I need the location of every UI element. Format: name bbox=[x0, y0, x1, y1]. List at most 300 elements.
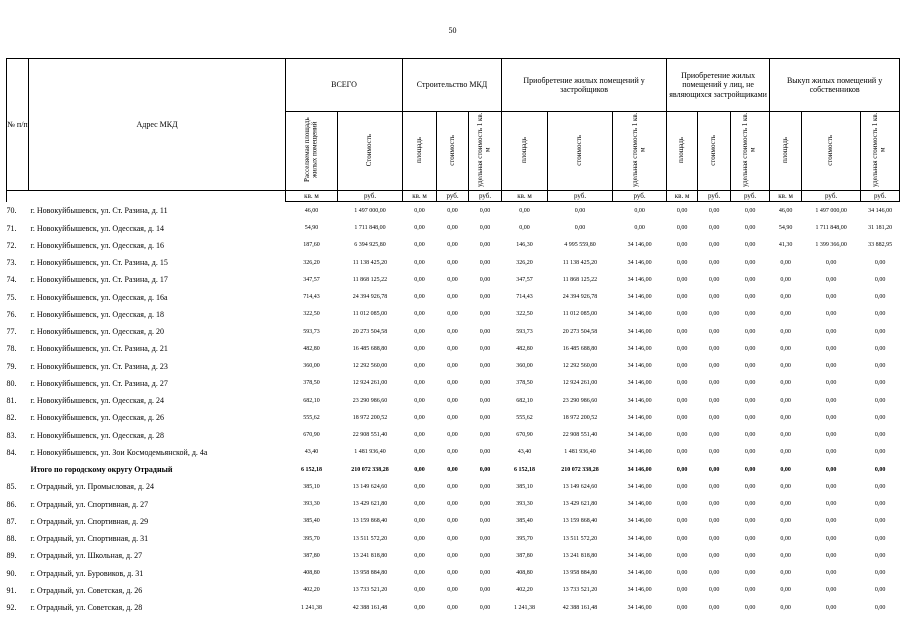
cell-non-developers-unit-cost: 0,00 bbox=[744, 225, 756, 232]
cell-developers-cost: 0,00 bbox=[574, 225, 586, 232]
cell-non-developers-area: 0,00 bbox=[676, 449, 688, 456]
table-row bbox=[7, 530, 900, 547]
cell-buyout-unit-cost: 0,00 bbox=[874, 552, 886, 559]
cell-developers-cost: 24 394 926,78 bbox=[562, 294, 598, 301]
cell-non-developers-cost: 0,00 bbox=[708, 570, 720, 577]
cell-total-area: 6 152,18 bbox=[301, 466, 322, 473]
cell-non-developers-cost: 0,00 bbox=[708, 449, 720, 456]
cell-construction-cost: 0,00 bbox=[447, 311, 458, 318]
cell-non-developers-area: 0,00 bbox=[676, 587, 688, 594]
row-address: г. Новокуйбышевск, ул. Зои Космодемьянской, д. 4а bbox=[30, 447, 208, 457]
cell-construction-cost: 0,00 bbox=[447, 432, 458, 439]
unit-construction-area: кв. м bbox=[403, 191, 437, 202]
cell-construction-cost: 0,00 bbox=[447, 604, 458, 611]
cell-construction-unit-cost: 0,00 bbox=[479, 587, 491, 594]
cell-construction-unit-cost: 0,00 bbox=[479, 414, 491, 421]
cell-non-developers-unit-cost: 0,00 bbox=[744, 535, 756, 542]
cell-non-developers-unit-cost: 0,00 bbox=[744, 259, 756, 266]
cell-developers-unit-cost: 34 146,00 bbox=[627, 242, 652, 249]
table-row bbox=[7, 202, 900, 220]
cell-total-area: 593,73 bbox=[303, 328, 320, 335]
row-number: 70. bbox=[6, 206, 17, 216]
row-number: 88. bbox=[6, 534, 17, 544]
cell-developers-unit-cost: 34 146,00 bbox=[627, 570, 652, 577]
cell-developers-cost: 16 485 688,80 bbox=[562, 345, 598, 352]
subheader-non-developers-area: площадь bbox=[677, 137, 686, 163]
row-number: 78. bbox=[6, 344, 17, 354]
cell-buyout-area: 0,00 bbox=[780, 604, 791, 611]
cell-construction-unit-cost: 0,00 bbox=[479, 483, 491, 490]
cell-non-developers-area: 0,00 bbox=[676, 466, 688, 473]
cell-construction-area: 0,00 bbox=[414, 242, 425, 249]
cell-buyout-unit-cost: 0,00 bbox=[874, 604, 886, 611]
cell-non-developers-cost: 0,00 bbox=[708, 363, 720, 370]
row-address: г. Новокуйбышевск, ул. Одесская, д. 14 bbox=[30, 223, 165, 233]
cell-construction-unit-cost: 0,00 bbox=[479, 242, 491, 249]
cell-buyout-cost: 0,00 bbox=[825, 328, 837, 335]
subheader-total-cost: Стоимость bbox=[365, 133, 374, 167]
subheader-construction-area: площадь bbox=[414, 137, 423, 163]
cell-buyout-cost: 0,00 bbox=[825, 345, 837, 352]
cell-buyout-area: 0,00 bbox=[780, 259, 791, 266]
table-row bbox=[7, 409, 900, 426]
header-construction: Строительство МКД bbox=[403, 59, 502, 112]
cell-buyout-cost: 0,00 bbox=[825, 311, 837, 318]
header-total: ВСЕГО bbox=[286, 59, 403, 112]
cell-buyout-area: 0,00 bbox=[780, 380, 791, 387]
cell-construction-area: 0,00 bbox=[414, 432, 425, 439]
cell-total-cost: 16 485 688,80 bbox=[352, 345, 388, 352]
cell-construction-area: 0,00 bbox=[414, 328, 425, 335]
cell-developers-unit-cost: 0,00 bbox=[634, 207, 645, 214]
cell-developers-unit-cost: 34 146,00 bbox=[627, 483, 652, 490]
cell-total-area: 360,00 bbox=[303, 363, 320, 370]
cell-construction-area: 0,00 bbox=[414, 207, 425, 214]
cell-buyout-unit-cost: 31 181,20 bbox=[868, 225, 893, 232]
cell-construction-unit-cost: 0,00 bbox=[479, 466, 491, 473]
cell-construction-area: 0,00 bbox=[414, 276, 425, 283]
cell-total-cost: 11 868 125,22 bbox=[352, 276, 388, 283]
cell-construction-unit-cost: 0,00 bbox=[479, 294, 491, 301]
cell-non-developers-unit-cost: 0,00 bbox=[744, 466, 756, 473]
cell-non-developers-unit-cost: 0,00 bbox=[744, 207, 756, 214]
cell-construction-cost: 0,00 bbox=[447, 242, 458, 249]
cell-total-cost: 13 159 868,40 bbox=[352, 518, 388, 525]
cell-developers-unit-cost: 34 146,00 bbox=[627, 259, 652, 266]
cell-non-developers-cost: 0,00 bbox=[708, 501, 720, 508]
cell-construction-area: 0,00 bbox=[414, 311, 425, 318]
cell-buyout-cost: 0,00 bbox=[825, 604, 837, 611]
cell-construction-unit-cost: 0,00 bbox=[479, 380, 491, 387]
cell-developers-area: 322,50 bbox=[516, 311, 533, 318]
row-number: 71. bbox=[6, 223, 17, 233]
subheader-buyout-cost: стоимость bbox=[826, 134, 835, 166]
cell-non-developers-area: 0,00 bbox=[676, 294, 688, 301]
cell-total-area: 670,90 bbox=[303, 432, 320, 439]
row-number: 72. bbox=[6, 240, 17, 250]
row-address: г. Новокуйбышевск, ул. Одесская, д. 16а bbox=[30, 292, 168, 302]
cell-buyout-area: 0,00 bbox=[780, 587, 791, 594]
cell-developers-cost: 4 995 559,80 bbox=[564, 242, 596, 249]
table-row bbox=[7, 564, 900, 581]
unit-developers-unit-cost: руб. bbox=[613, 191, 667, 202]
cell-buyout-area: 0,00 bbox=[780, 466, 791, 473]
subheader-total-area: Расселяемая площадь жилых помещений bbox=[302, 117, 319, 183]
cell-buyout-cost: 0,00 bbox=[825, 363, 837, 370]
cell-total-area: 326,20 bbox=[303, 259, 320, 266]
header-purchase-non-developers: Приобретение жилых помещений у лиц, не являющихся застройщиками bbox=[667, 59, 770, 112]
cell-buyout-area: 46,00 bbox=[778, 207, 793, 214]
cell-non-developers-unit-cost: 0,00 bbox=[744, 432, 756, 439]
cell-buyout-unit-cost: 0,00 bbox=[874, 466, 886, 473]
unit-non-developers-cost: руб. bbox=[698, 191, 731, 202]
cell-total-cost: 11 138 425,20 bbox=[352, 259, 388, 266]
cell-construction-unit-cost: 0,00 bbox=[479, 345, 491, 352]
total-row bbox=[7, 461, 900, 478]
cell-construction-unit-cost: 0,00 bbox=[479, 225, 491, 232]
cell-construction-unit-cost: 0,00 bbox=[479, 363, 491, 370]
cell-construction-area: 0,00 bbox=[414, 604, 425, 611]
cell-buyout-unit-cost: 34 146,00 bbox=[868, 207, 893, 214]
cell-total-cost: 12 292 560,00 bbox=[352, 363, 388, 370]
cell-construction-area: 0,00 bbox=[414, 483, 425, 490]
table-row bbox=[7, 444, 900, 461]
cell-developers-unit-cost: 34 146,00 bbox=[627, 518, 652, 525]
cell-non-developers-area: 0,00 bbox=[676, 242, 688, 249]
cell-construction-cost: 0,00 bbox=[447, 363, 458, 370]
cell-buyout-cost: 1 497 000,00 bbox=[815, 207, 847, 214]
cell-non-developers-area: 0,00 bbox=[676, 570, 688, 577]
cell-developers-cost: 11 868 125,22 bbox=[562, 276, 598, 283]
cell-buyout-cost: 1 399 366,00 bbox=[815, 242, 847, 249]
cell-non-developers-unit-cost: 0,00 bbox=[744, 311, 756, 318]
cell-developers-cost: 42 388 161,48 bbox=[562, 604, 598, 611]
row-address: г. Новокуйбышевск, ул. Ст. Разина, д. 23 bbox=[30, 361, 168, 371]
cell-developers-unit-cost: 34 146,00 bbox=[627, 414, 652, 421]
cell-construction-unit-cost: 0,00 bbox=[479, 397, 491, 404]
cell-construction-area: 0,00 bbox=[414, 225, 425, 232]
cell-construction-area: 0,00 bbox=[414, 466, 425, 473]
cell-non-developers-cost: 0,00 bbox=[708, 466, 720, 473]
cell-developers-area: 682,10 bbox=[516, 397, 533, 404]
cell-construction-unit-cost: 0,00 bbox=[479, 328, 491, 335]
cell-buyout-unit-cost: 0,00 bbox=[874, 397, 886, 404]
row-address: г. Новокуйбышевск, ул. Одесская, д. 28 bbox=[30, 430, 165, 440]
unit-buyout-unit-cost: руб. bbox=[861, 191, 900, 202]
cell-developers-area: 387,80 bbox=[516, 552, 533, 559]
cell-developers-area: 0,00 bbox=[519, 225, 530, 232]
row-address: г. Отрадный, ул. Школьная, д. 27 bbox=[30, 551, 143, 561]
cell-construction-cost: 0,00 bbox=[447, 225, 458, 232]
cell-developers-area: 385,10 bbox=[516, 483, 533, 490]
cell-developers-area: 1 241,38 bbox=[514, 604, 536, 611]
row-number bbox=[7, 461, 29, 478]
cell-construction-cost: 0,00 bbox=[447, 449, 458, 456]
cell-buyout-unit-cost: 0,00 bbox=[874, 259, 886, 266]
cell-developers-area: 402,20 bbox=[516, 587, 533, 594]
cell-buyout-unit-cost: 0,00 bbox=[874, 363, 886, 370]
header-address: Адрес МКД bbox=[29, 59, 286, 191]
cell-non-developers-area: 0,00 bbox=[676, 414, 688, 421]
cell-construction-unit-cost: 0,00 bbox=[479, 518, 491, 525]
cell-construction-area: 0,00 bbox=[414, 294, 425, 301]
subheader-buyout-unit-cost: удельная стоимость 1 кв. м bbox=[871, 112, 888, 188]
row-number: 77. bbox=[6, 327, 17, 337]
table-row bbox=[7, 340, 900, 357]
row-address: г. Новокуйбышевск, ул. Одесская, д. 24 bbox=[30, 396, 165, 406]
cell-non-developers-cost: 0,00 bbox=[708, 294, 720, 301]
cell-buyout-cost: 0,00 bbox=[825, 518, 837, 525]
subheader-buyout-area: площадь bbox=[780, 137, 789, 163]
subheader-construction-unit-cost: удельная стоимость 1 кв. м bbox=[476, 112, 493, 188]
cell-buyout-unit-cost: 0,00 bbox=[874, 328, 886, 335]
header-number: № п/п bbox=[7, 59, 29, 191]
cell-buyout-area: 0,00 bbox=[780, 518, 791, 525]
unit-total-area: кв. м bbox=[286, 191, 338, 202]
cell-developers-area: 393,30 bbox=[516, 501, 533, 508]
table-row bbox=[7, 426, 900, 443]
cell-non-developers-unit-cost: 0,00 bbox=[744, 483, 756, 490]
cell-buyout-cost: 0,00 bbox=[825, 276, 837, 283]
cell-buyout-area: 0,00 bbox=[780, 345, 791, 352]
row-number: 91. bbox=[6, 585, 17, 595]
cell-construction-unit-cost: 0,00 bbox=[479, 535, 491, 542]
row-number: 74. bbox=[6, 275, 17, 285]
subheader-developers-area: площадь bbox=[519, 137, 528, 163]
cell-buyout-area: 41,30 bbox=[778, 242, 793, 249]
cell-developers-cost: 13 241 818,80 bbox=[562, 552, 598, 559]
cell-buyout-area: 0,00 bbox=[780, 328, 791, 335]
table-row bbox=[7, 375, 900, 392]
unit-construction-cost: руб. bbox=[437, 191, 469, 202]
cell-developers-unit-cost: 34 146,00 bbox=[627, 311, 652, 318]
table-row bbox=[7, 306, 900, 323]
table-row bbox=[7, 513, 900, 530]
cell-developers-area: 593,73 bbox=[516, 328, 533, 335]
row-number: 86. bbox=[6, 499, 17, 509]
cell-buyout-area: 0,00 bbox=[780, 449, 791, 456]
cell-developers-cost: 13 733 521,20 bbox=[562, 587, 598, 594]
cell-non-developers-cost: 0,00 bbox=[708, 552, 720, 559]
cell-developers-area: 360,00 bbox=[516, 363, 533, 370]
cell-developers-cost: 13 159 868,40 bbox=[562, 518, 598, 525]
cell-total-area: 1 241,38 bbox=[301, 604, 322, 611]
unit-developers-cost: руб. bbox=[548, 191, 613, 202]
cell-developers-unit-cost: 34 146,00 bbox=[627, 432, 652, 439]
row-number: 87. bbox=[6, 516, 17, 526]
cell-developers-area: 347,57 bbox=[516, 276, 533, 283]
cell-construction-area: 0,00 bbox=[414, 552, 425, 559]
cell-construction-cost: 0,00 bbox=[447, 259, 458, 266]
cell-construction-unit-cost: 0,00 bbox=[479, 432, 491, 439]
cell-total-area: 347,57 bbox=[303, 276, 320, 283]
cell-construction-cost: 0,00 bbox=[447, 207, 458, 214]
cell-total-area: 393,30 bbox=[303, 501, 320, 508]
cell-construction-cost: 0,00 bbox=[447, 294, 458, 301]
cell-total-area: 385,40 bbox=[303, 518, 320, 525]
cell-non-developers-cost: 0,00 bbox=[708, 345, 720, 352]
table-row bbox=[7, 478, 900, 495]
cell-developers-cost: 13 429 621,80 bbox=[562, 501, 598, 508]
cell-non-developers-area: 0,00 bbox=[676, 604, 688, 611]
cell-non-developers-area: 0,00 bbox=[676, 535, 688, 542]
cell-total-cost: 20 273 504,58 bbox=[352, 328, 388, 335]
table-row bbox=[7, 254, 900, 271]
cell-developers-cost: 13 149 624,60 bbox=[562, 483, 598, 490]
cell-non-developers-cost: 0,00 bbox=[708, 518, 720, 525]
total-label: Итого по городскому округу Отрадный bbox=[30, 465, 173, 475]
cell-buyout-cost: 0,00 bbox=[825, 397, 837, 404]
table-row bbox=[7, 392, 900, 409]
cell-developers-area: 385,40 bbox=[516, 518, 533, 525]
cell-non-developers-cost: 0,00 bbox=[708, 535, 720, 542]
cell-construction-area: 0,00 bbox=[414, 414, 425, 421]
cell-buyout-cost: 0,00 bbox=[825, 294, 837, 301]
cell-buyout-cost: 1 711 848,00 bbox=[815, 225, 847, 232]
cell-developers-cost: 0,00 bbox=[574, 207, 586, 214]
cell-total-cost: 18 972 200,52 bbox=[352, 414, 388, 421]
cell-non-developers-unit-cost: 0,00 bbox=[744, 501, 756, 508]
cell-non-developers-area: 0,00 bbox=[676, 380, 688, 387]
cell-buyout-cost: 0,00 bbox=[825, 535, 837, 542]
cell-buyout-unit-cost: 0,00 bbox=[874, 432, 886, 439]
cell-developers-unit-cost: 34 146,00 bbox=[627, 345, 652, 352]
table-body bbox=[7, 202, 900, 617]
cell-developers-area: 0,00 bbox=[519, 207, 530, 214]
cell-construction-unit-cost: 0,00 bbox=[479, 259, 491, 266]
cell-total-cost: 12 924 261,00 bbox=[352, 380, 388, 387]
cell-developers-unit-cost: 34 146,00 bbox=[627, 449, 652, 456]
resettlement-table bbox=[6, 58, 900, 616]
cell-buyout-cost: 0,00 bbox=[825, 259, 837, 266]
cell-developers-cost: 11 138 425,20 bbox=[562, 259, 598, 266]
cell-developers-cost: 12 924 261,00 bbox=[562, 380, 598, 387]
cell-construction-area: 0,00 bbox=[414, 501, 425, 508]
cell-total-area: 322,50 bbox=[303, 311, 320, 318]
cell-total-cost: 13 733 521,20 bbox=[352, 587, 388, 594]
cell-construction-cost: 0,00 bbox=[447, 345, 458, 352]
cell-non-developers-area: 0,00 bbox=[676, 276, 688, 283]
cell-buyout-unit-cost: 0,00 bbox=[874, 294, 886, 301]
cell-buyout-unit-cost: 33 882,95 bbox=[868, 242, 893, 249]
row-address: г. Новокуйбышевск, ул. Одесская, д. 18 bbox=[30, 309, 165, 319]
row-number: 79. bbox=[6, 361, 17, 371]
cell-construction-cost: 0,00 bbox=[447, 587, 458, 594]
cell-total-cost: 210 072 338,28 bbox=[351, 466, 389, 473]
cell-developers-cost: 13 511 572,20 bbox=[562, 535, 598, 542]
cell-buyout-unit-cost: 0,00 bbox=[874, 518, 886, 525]
table-row bbox=[7, 323, 900, 340]
row-number: 83. bbox=[6, 430, 17, 440]
cell-developers-unit-cost: 34 146,00 bbox=[627, 397, 652, 404]
cell-developers-cost: 210 072 338,28 bbox=[561, 466, 599, 473]
cell-construction-area: 0,00 bbox=[414, 570, 425, 577]
cell-non-developers-area: 0,00 bbox=[676, 225, 688, 232]
row-address: г. Отрадный, ул. Промысловая, д. 24 bbox=[30, 482, 155, 492]
row-address: г. Отрадный, ул. Спортивная, д. 29 bbox=[30, 516, 149, 526]
row-address: г. Новокуйбышевск, ул. Одесская, д. 16 bbox=[30, 240, 165, 250]
cell-developers-unit-cost: 0,00 bbox=[634, 225, 645, 232]
row-address: г. Новокуйбышевск, ул. Одесская, д. 26 bbox=[30, 413, 165, 423]
cell-buyout-unit-cost: 0,00 bbox=[874, 380, 886, 387]
cell-non-developers-unit-cost: 0,00 bbox=[744, 345, 756, 352]
cell-construction-unit-cost: 0,00 bbox=[479, 449, 491, 456]
cell-construction-cost: 0,00 bbox=[447, 397, 458, 404]
cell-total-area: 482,80 bbox=[303, 345, 320, 352]
cell-developers-area: 326,20 bbox=[516, 259, 533, 266]
cell-construction-cost: 0,00 bbox=[447, 328, 458, 335]
subheader-developers-cost: стоимость bbox=[575, 134, 584, 166]
cell-non-developers-area: 0,00 bbox=[676, 552, 688, 559]
cell-buyout-cost: 0,00 bbox=[825, 587, 837, 594]
cell-developers-area: 395,70 bbox=[516, 535, 533, 542]
cell-construction-area: 0,00 bbox=[414, 397, 425, 404]
cell-developers-area: 6 152,18 bbox=[514, 466, 536, 473]
cell-construction-area: 0,00 bbox=[414, 449, 425, 456]
row-address: г. Новокуйбышевск, ул. Ст. Разина, д. 11 bbox=[30, 206, 168, 216]
subheader-construction-cost: стоимость bbox=[447, 134, 456, 166]
cell-developers-area: 555,62 bbox=[516, 414, 533, 421]
row-number: 90. bbox=[6, 568, 17, 578]
cell-total-area: 378,50 bbox=[303, 380, 320, 387]
cell-construction-area: 0,00 bbox=[414, 363, 425, 370]
cell-total-cost: 13 149 624,60 bbox=[352, 483, 388, 490]
row-address: г. Отрадный, ул. Спортивная, д. 31 bbox=[30, 534, 149, 544]
table-row bbox=[7, 582, 900, 599]
cell-non-developers-unit-cost: 0,00 bbox=[744, 414, 756, 421]
cell-buyout-unit-cost: 0,00 bbox=[874, 570, 886, 577]
cell-non-developers-area: 0,00 bbox=[676, 345, 688, 352]
cell-developers-unit-cost: 34 146,00 bbox=[627, 604, 652, 611]
cell-construction-cost: 0,00 bbox=[447, 466, 458, 473]
cell-construction-area: 0,00 bbox=[414, 380, 425, 387]
cell-buyout-unit-cost: 0,00 bbox=[874, 414, 886, 421]
cell-developers-cost: 18 972 200,52 bbox=[562, 414, 598, 421]
cell-buyout-area: 0,00 bbox=[780, 483, 791, 490]
cell-buyout-cost: 0,00 bbox=[825, 432, 837, 439]
cell-total-cost: 1 481 936,40 bbox=[354, 449, 386, 456]
cell-construction-cost: 0,00 bbox=[447, 518, 458, 525]
cell-non-developers-unit-cost: 0,00 bbox=[744, 604, 756, 611]
cell-buyout-area: 0,00 bbox=[780, 294, 791, 301]
cell-non-developers-unit-cost: 0,00 bbox=[744, 294, 756, 301]
cell-total-area: 46,00 bbox=[304, 207, 319, 214]
cell-non-developers-cost: 0,00 bbox=[708, 328, 720, 335]
cell-total-area: 187,60 bbox=[303, 242, 320, 249]
cell-construction-unit-cost: 0,00 bbox=[479, 570, 491, 577]
row-address: г. Новокуйбышевск, ул. Ст. Разина, д. 15 bbox=[30, 258, 168, 268]
cell-buyout-cost: 0,00 bbox=[825, 552, 837, 559]
cell-construction-cost: 0,00 bbox=[447, 501, 458, 508]
cell-developers-area: 670,90 bbox=[516, 432, 533, 439]
cell-non-developers-cost: 0,00 bbox=[708, 276, 720, 283]
cell-buyout-unit-cost: 0,00 bbox=[874, 345, 886, 352]
cell-developers-unit-cost: 34 146,00 bbox=[627, 535, 652, 542]
cell-developers-area: 146,30 bbox=[516, 242, 533, 249]
cell-developers-area: 378,50 bbox=[516, 380, 533, 387]
cell-developers-unit-cost: 34 146,00 bbox=[627, 552, 652, 559]
cell-developers-cost: 23 290 986,60 bbox=[562, 397, 598, 404]
cell-construction-area: 0,00 bbox=[414, 535, 425, 542]
cell-total-cost: 6 394 925,80 bbox=[354, 242, 386, 249]
cell-buyout-area: 54,90 bbox=[778, 225, 793, 232]
cell-construction-cost: 0,00 bbox=[447, 535, 458, 542]
unit-non-developers-unit-cost: руб. bbox=[731, 191, 770, 202]
cell-buyout-area: 0,00 bbox=[780, 397, 791, 404]
cell-non-developers-unit-cost: 0,00 bbox=[744, 328, 756, 335]
cell-construction-cost: 0,00 bbox=[447, 276, 458, 283]
cell-construction-unit-cost: 0,00 bbox=[479, 552, 491, 559]
